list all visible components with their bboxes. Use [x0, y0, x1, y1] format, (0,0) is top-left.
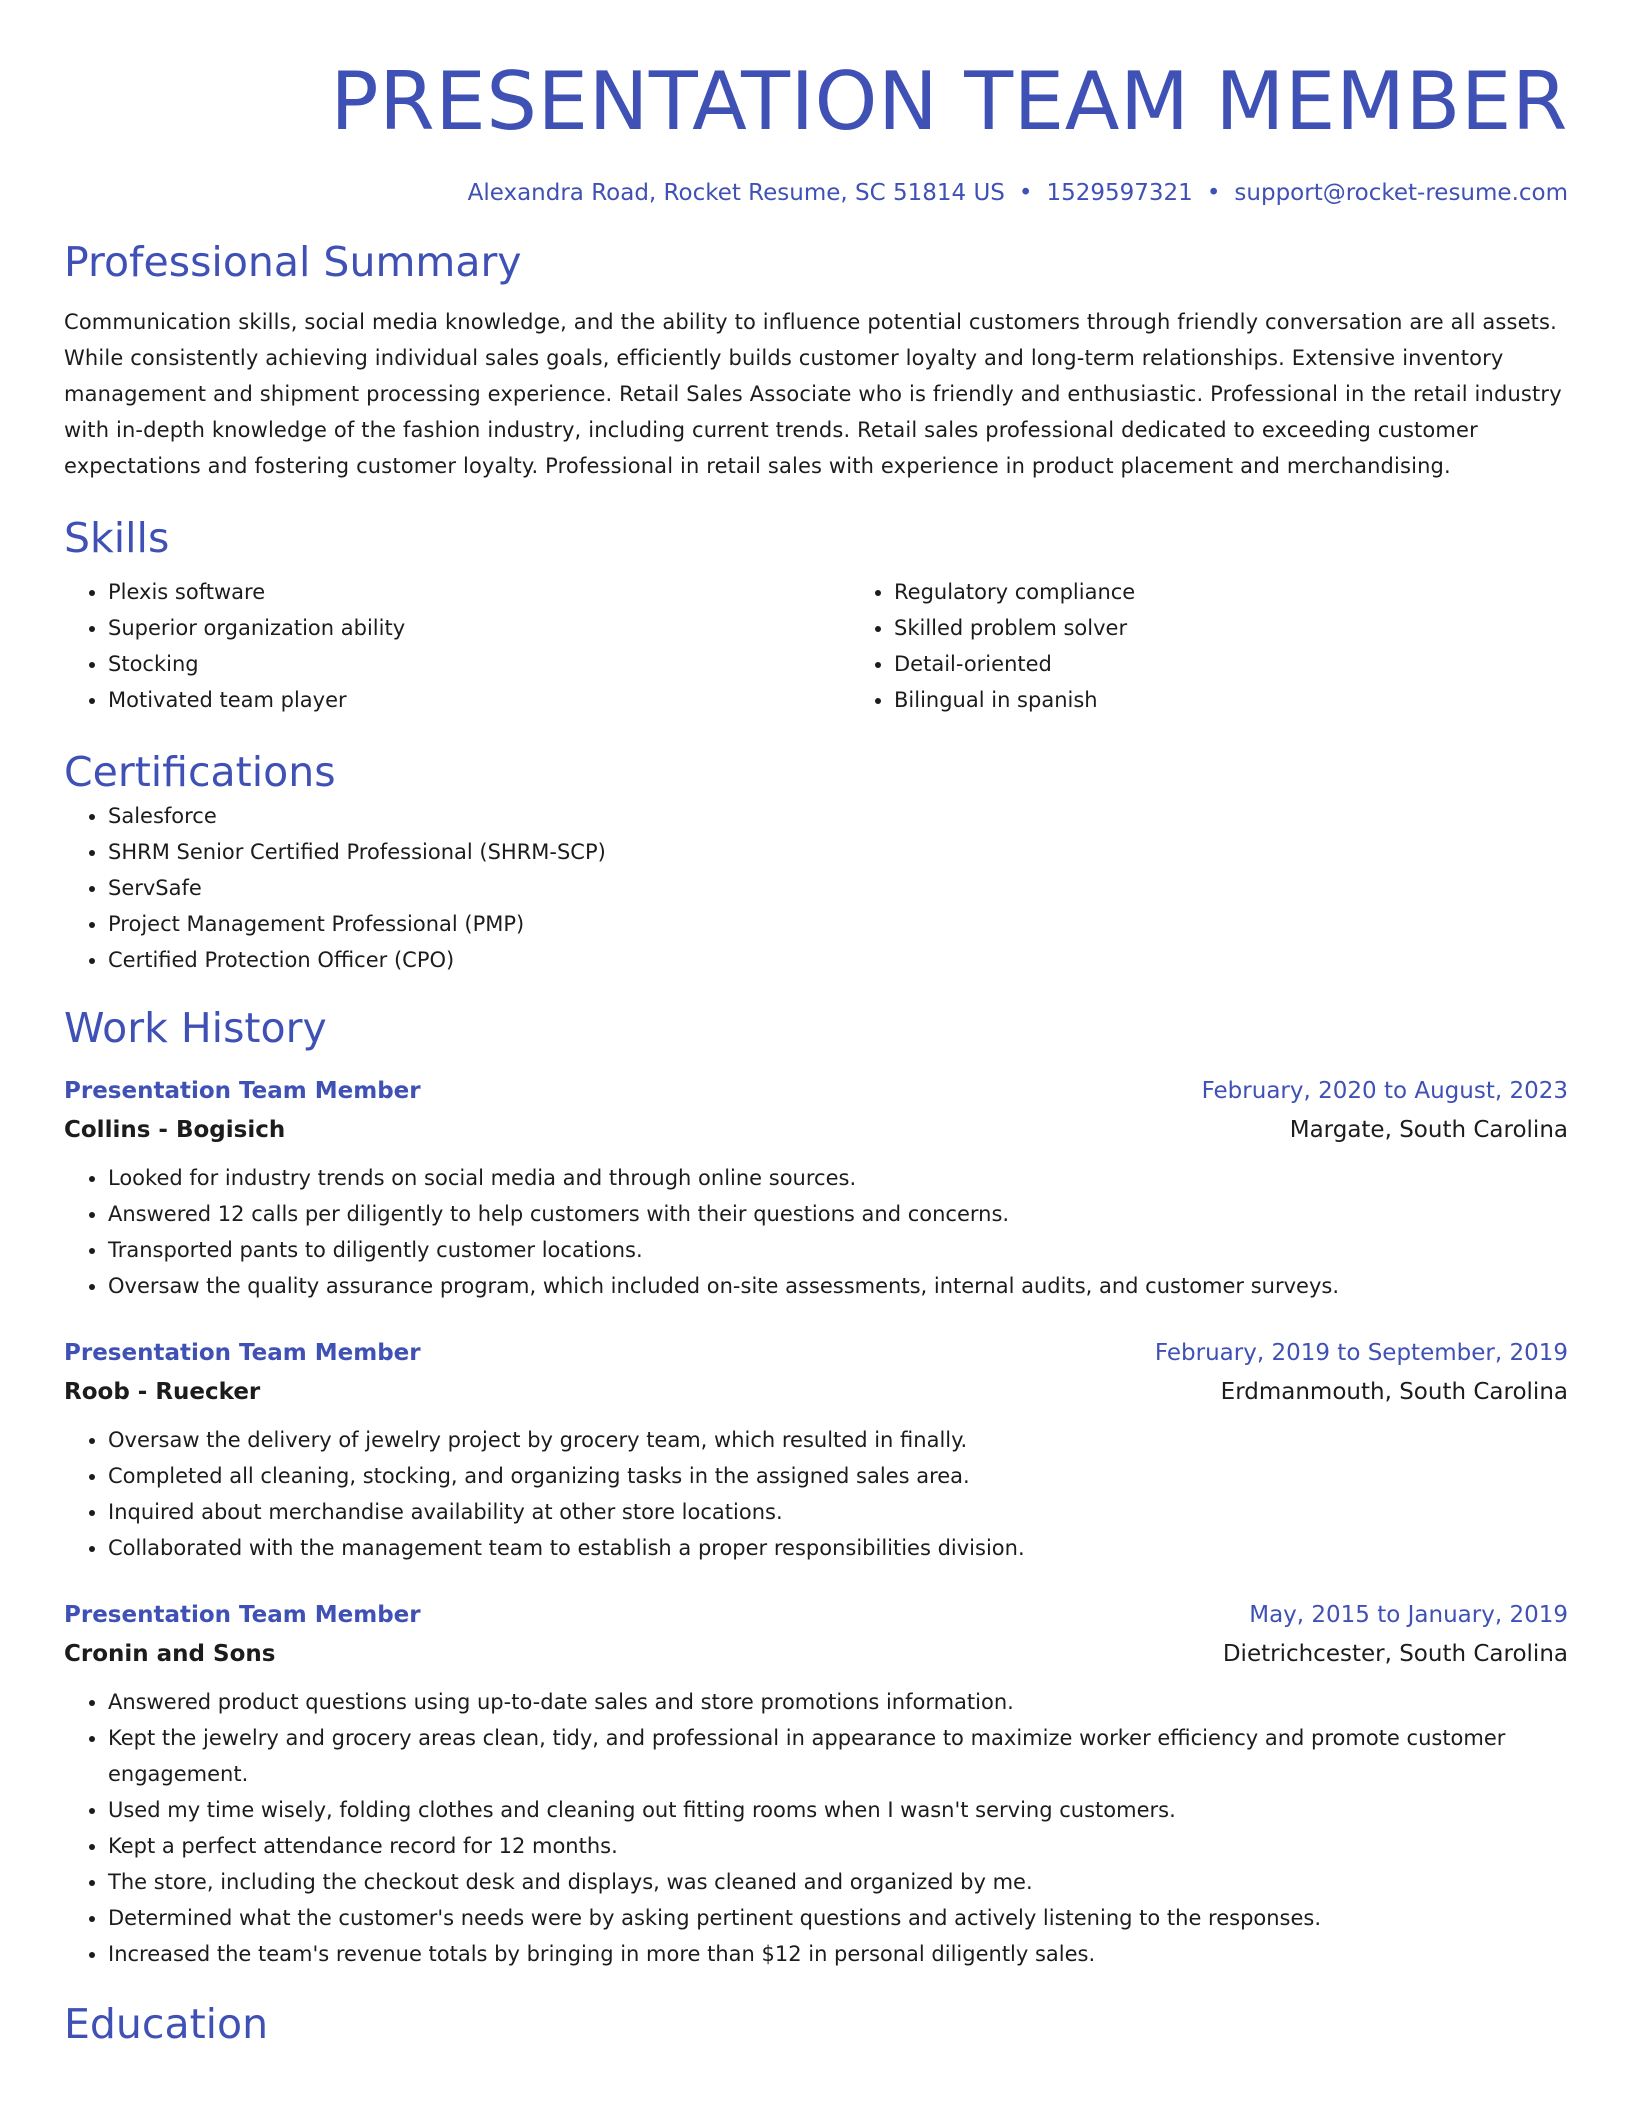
job-duty: • Inquired about merchandise availability at other store locations. [108, 1494, 1568, 1530]
job-title: Presentation Team Member [64, 1602, 421, 1628]
job-title-row [64, 1334, 1568, 1372]
skills-list-left [64, 574, 850, 718]
job-duty: • Kept the jewelry and grocery areas clean, tidy, and professional in appearance to maximize worker efficiency and promote customer engagement. [108, 1720, 1568, 1792]
job-duties-list [64, 1422, 1568, 1566]
job-location: Margate, South Carolina [1289, 1117, 1568, 1143]
candidate-name: PRESENTATION TEAM MEMBER [330, 55, 1568, 148]
job-entry [64, 1334, 1568, 1566]
job-duty: • The store, including the checkout desk and displays, was cleaned and organized by me. [108, 1864, 1568, 1900]
summary-heading: Professional Summary [64, 238, 522, 286]
job-location: Erdmanmouth, South Carolina [1220, 1379, 1568, 1405]
contact-phone: 1529597321 [1046, 180, 1193, 206]
skills-heading: Skills [64, 514, 170, 562]
skills-list-right [850, 574, 1632, 718]
skill-item: • Bilingual in spanish [894, 682, 1632, 718]
contact-separator: • [1018, 180, 1033, 206]
job-duty: • Answered product questions using up-to-date sales and store promotions information. [108, 1684, 1568, 1720]
skill-item: • Superior organization ability [108, 610, 850, 646]
job-company: Cronin and Sons [64, 1641, 276, 1667]
work-history-section [64, 1002, 1568, 1972]
job-dates: May, 2015 to January, 2019 [1249, 1602, 1568, 1628]
job-company-row [64, 1634, 1568, 1674]
job-company: Roob - Ruecker [64, 1379, 261, 1405]
skill-item: • Plexis software [108, 574, 850, 610]
contact-separator: • [1206, 180, 1221, 206]
job-duty: • Oversaw the quality assurance program, which included on-site assessments, internal audits, and customer surveys. [108, 1268, 1568, 1304]
work-history-heading: Work History [64, 1004, 327, 1052]
skill-item: • Stocking [108, 646, 850, 682]
job-dates: February, 2019 to September, 2019 [1154, 1340, 1568, 1366]
education-section [64, 1998, 1568, 2050]
contact-email: support@rocket-resume.com [1234, 180, 1568, 206]
job-location: Dietrichcester, South Carolina [1222, 1641, 1568, 1667]
certifications-section [64, 746, 1568, 978]
certification-item: • Certified Protection Officer (CPO) [108, 942, 1568, 978]
job-duty: • Determined what the customer's needs were by asking pertinent questions and actively listening to the responses. [108, 1900, 1568, 1936]
certification-item: • Project Management Professional (PMP) [108, 906, 1568, 942]
job-duty: • Transported pants to diligently customer locations. [108, 1232, 1568, 1268]
job-title: Presentation Team Member [64, 1078, 421, 1104]
skill-item: • Motivated team player [108, 682, 850, 718]
job-duty: • Oversaw the delivery of jewelry project by grocery team, which resulted in finally. [108, 1422, 1568, 1458]
job-company-row [64, 1110, 1568, 1150]
job-duty: • Collaborated with the management team to establish a proper responsibilities division. [108, 1530, 1568, 1566]
job-title: Presentation Team Member [64, 1340, 421, 1366]
job-entry [64, 1596, 1568, 1972]
job-duty: • Completed all cleaning, stocking, and organizing tasks in the assigned sales area. [108, 1458, 1568, 1494]
job-duties-list [64, 1684, 1568, 1972]
contact-address: Alexandra Road, Rocket Resume, SC 51814 US [467, 180, 1005, 206]
job-duty: • Answered 12 calls per diligently to help customers with their questions and concerns. [108, 1196, 1568, 1232]
job-duty: • Kept a perfect attendance record for 12 months. [108, 1828, 1568, 1864]
skills-section [64, 512, 1568, 718]
job-duty: • Used my time wisely, folding clothes and cleaning out fitting rooms when I wasn't serving customers. [108, 1792, 1568, 1828]
job-duty: • Increased the team's revenue totals by bringing in more than $12 in personal diligently sales. [108, 1936, 1568, 1972]
education-heading: Education [64, 2000, 269, 2048]
contact-line [64, 178, 1568, 208]
skill-item: • Regulatory compliance [894, 574, 1632, 610]
summary-text: Communication skills, social media knowledge, and the ability to influence potential customers through friendly conversation are all assets. While consistently achieving individual sales goals, efficiently builds customer loyalty and long-term relationships. Extensive inventory management and shipment processing experience. Retail Sales Associate who is friendly and enthusiastic. Professional in the retail industry with in-depth knowledge of the fashion industry, including current trends. Retail sales professional dedicated to exceeding customer expectations and fostering customer loyalty. Professional in retail sales with experience in product placement and merchandising. [64, 310, 1562, 478]
skill-item: • Skilled problem solver [894, 610, 1632, 646]
certifications-list [64, 798, 1568, 978]
job-dates: February, 2020 to August, 2023 [1201, 1078, 1568, 1104]
summary-section [64, 236, 1568, 484]
job-entry [64, 1072, 1568, 1304]
certification-item: • Salesforce [108, 798, 1568, 834]
certification-item: • SHRM Senior Certified Professional (SHRM-SCP) [108, 834, 1568, 870]
job-duty: • Looked for industry trends on social media and through online sources. [108, 1160, 1568, 1196]
certification-item: • ServSafe [108, 870, 1568, 906]
job-title-row [64, 1596, 1568, 1634]
job-duties-list [64, 1160, 1568, 1304]
skills-grid [64, 574, 1568, 718]
resume-header [64, 0, 1568, 208]
job-company-row [64, 1372, 1568, 1412]
certifications-heading: Certifications [64, 748, 336, 796]
job-company: Collins - Bogisich [64, 1117, 286, 1143]
skill-item: • Detail-oriented [894, 646, 1632, 682]
job-title-row [64, 1072, 1568, 1110]
